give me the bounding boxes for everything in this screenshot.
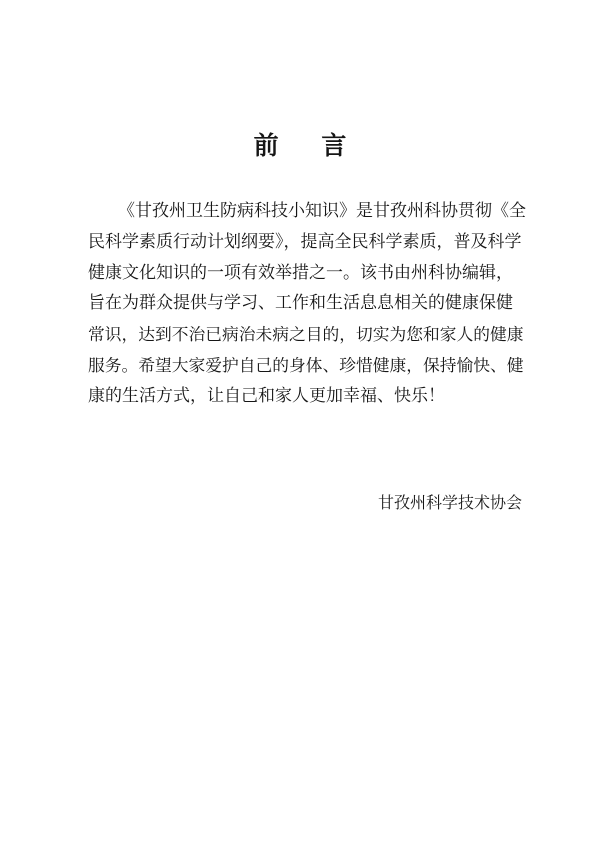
foreword-paragraph bbox=[88, 196, 528, 412]
paragraph-line: 常识，达到不治已病治未病之目的，切实为您和家人的健康 bbox=[88, 324, 524, 345]
paragraph-line: 《甘孜州卫生防病科技小知识》是甘孜州科协贯彻《全 bbox=[118, 201, 526, 221]
paragraph-line: 健康文化知识的一项有效举措之一。该书由州科协编辑， bbox=[88, 262, 513, 283]
paragraph-line: 服务。希望大家爱护自己的身体、珍惜健康，保持愉快、健 bbox=[88, 354, 524, 375]
paragraph-line: 旨在为群众提供与学习、工作和生活息息相关的健康保健 bbox=[88, 293, 513, 314]
paragraph-line: 民科学素质行动计划纲要》，提高全民科学素质，普及科学 bbox=[88, 231, 522, 252]
page-title: 前 言 bbox=[253, 131, 364, 160]
signature-organization: 甘孜州科学技术协会 bbox=[377, 493, 522, 512]
paragraph-line: 康的生活方式，让自己和家人更加幸福、快乐！ bbox=[88, 385, 445, 406]
